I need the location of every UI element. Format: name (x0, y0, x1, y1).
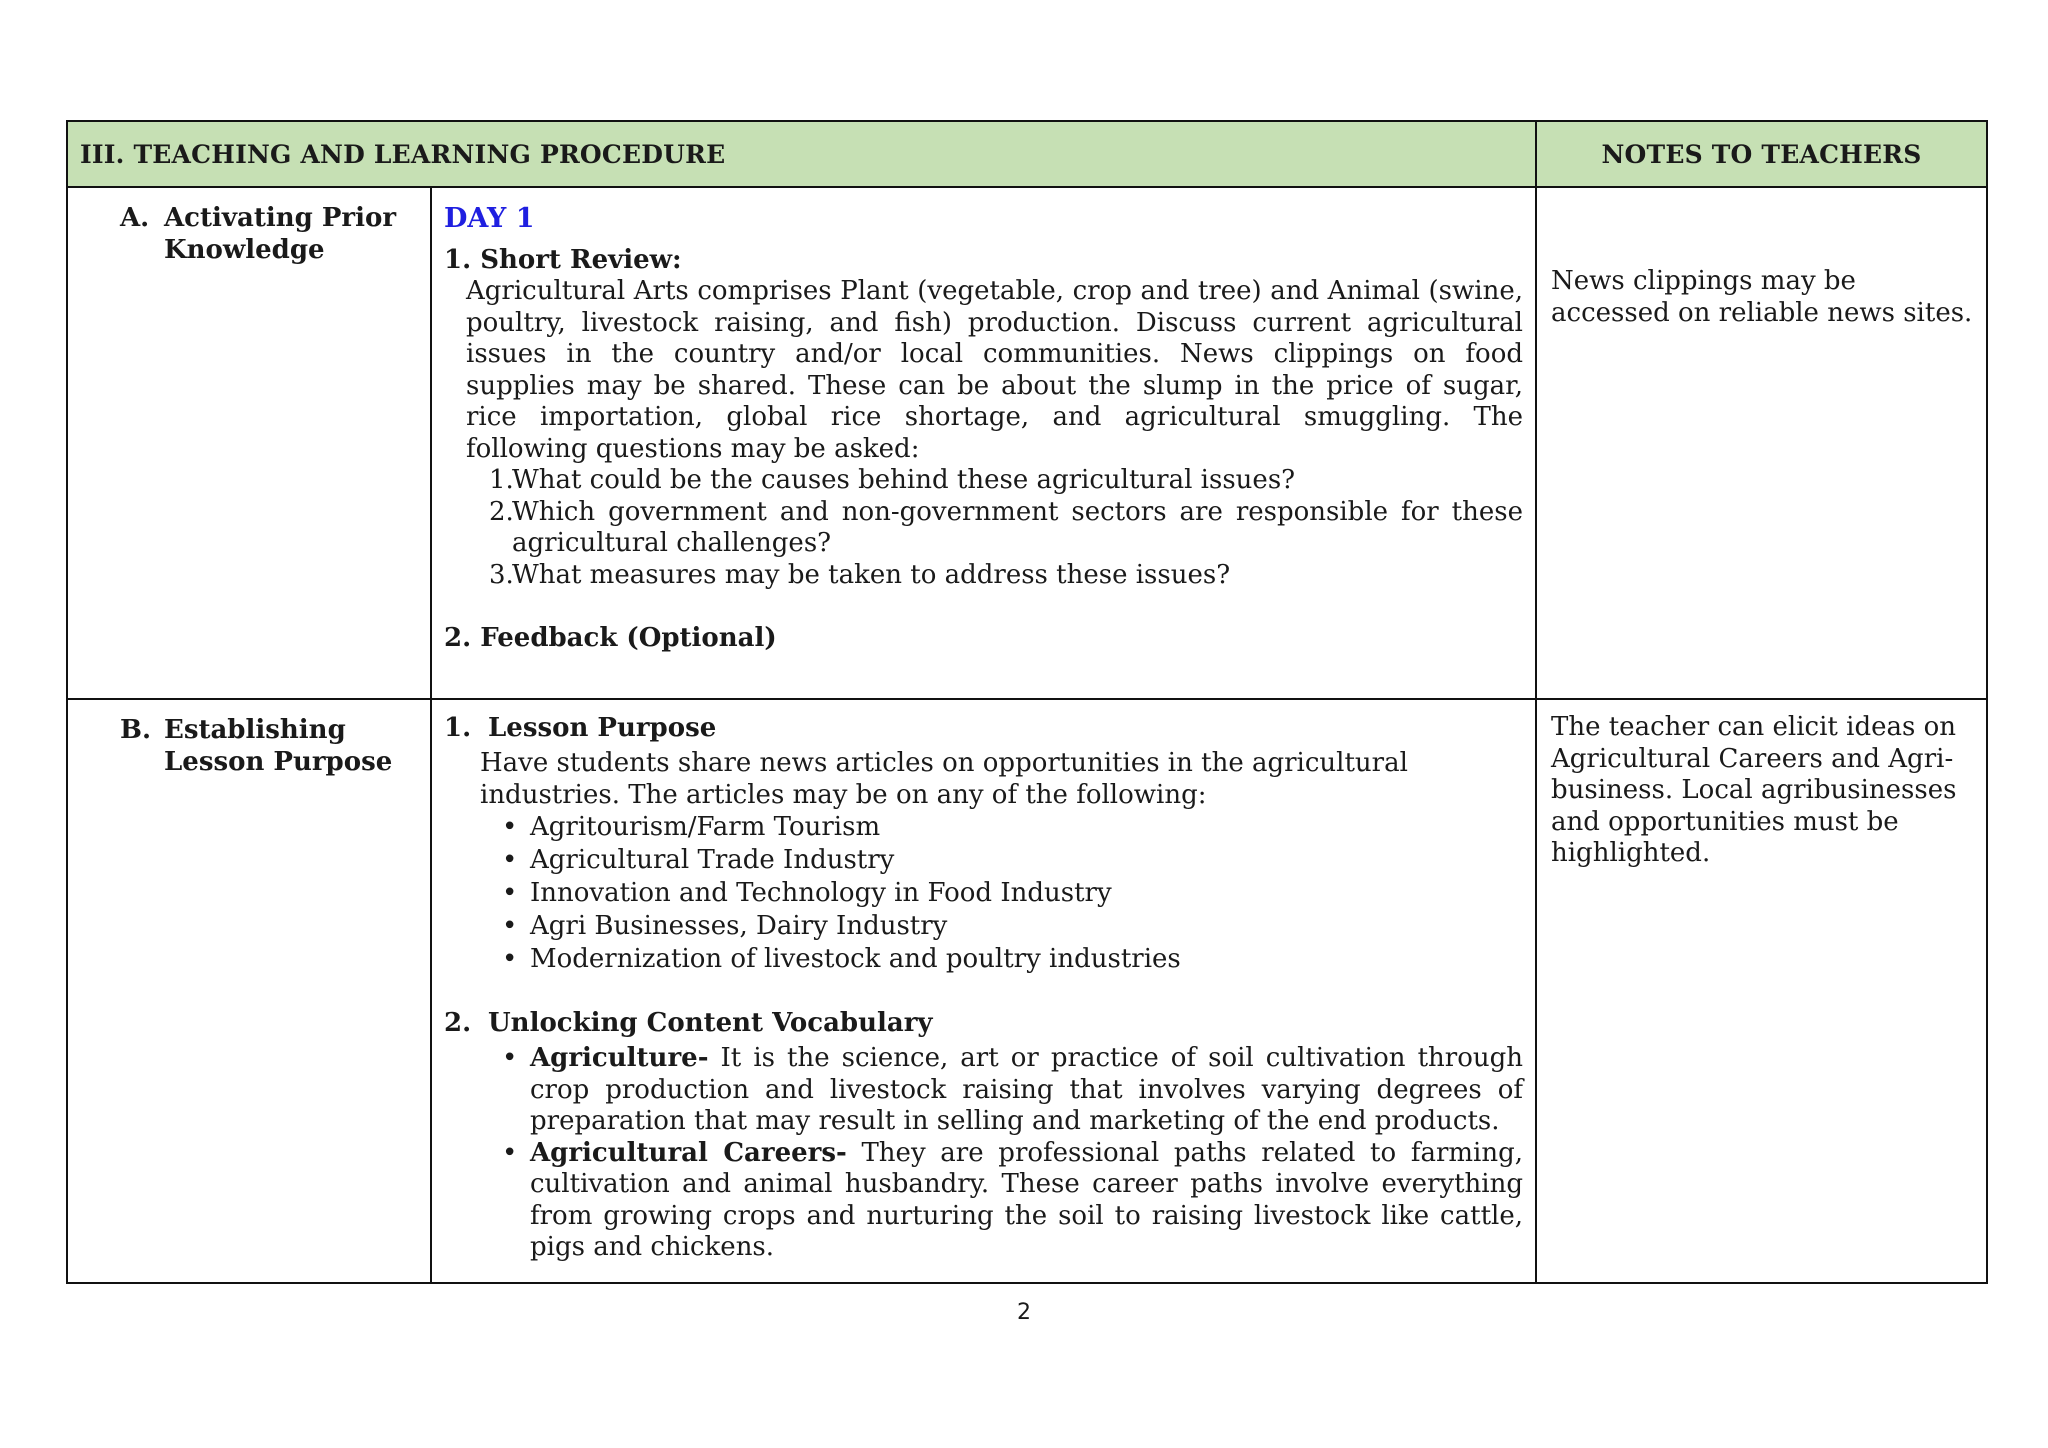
section-a-label (67, 187, 431, 699)
lesson-purpose-heading (444, 712, 1523, 744)
section-a-content (431, 187, 1536, 699)
review-questions (444, 465, 1523, 591)
heading-text: Lesson Purpose (488, 713, 717, 743)
section-a-note: News clippings may be accessed on reliable news sites. (1536, 187, 1987, 699)
bullet: • (502, 845, 518, 875)
procedure-header: III. TEACHING AND LEARNING PROCEDURE (67, 121, 1536, 187)
bullet: • (502, 878, 518, 908)
heading-number: 1. (444, 713, 472, 743)
short-review-paragraph: Agricultural Arts comprises Plant (vegetable, crop and tree) and Animal (swine, poultry, livestock raising, and fish) production. Discuss current agricultural issues in the country and/or local communities. News clippings on food supplies may be shared. These can be about the slump in the price of sugar, rice importation, global rice shortage, and agricultural smuggling. The following questions may be asked: (466, 276, 1523, 464)
bullet: • (502, 1137, 518, 1168)
topics-list (444, 811, 1523, 976)
question-text: What could be the causes behind these agricultural issues? (512, 465, 1296, 495)
list-number: 1. (489, 465, 514, 495)
list-item (500, 1138, 1523, 1264)
day-label: DAY 1 (444, 203, 535, 234)
list-item (500, 1043, 1523, 1138)
list-number: 3. (489, 559, 514, 590)
list-item (466, 497, 1523, 560)
list-item (466, 465, 1523, 497)
section-letter: A. (120, 203, 150, 233)
teaching-procedure-table (66, 120, 1988, 1284)
bullet: • (502, 944, 518, 974)
heading-number: 2. (444, 1008, 472, 1038)
topic-text: Innovation and Technology in Food Industry (530, 878, 1112, 908)
list-item (500, 943, 1523, 976)
short-review-heading: 1. Short Review: (444, 245, 682, 275)
section-b-label (67, 699, 431, 1283)
list-item (500, 844, 1523, 877)
lesson-purpose-paragraph: Have students share news articles on opportunities in the agricultural industries. The articles may be on any of the following: (480, 748, 1408, 810)
bullet: • (502, 812, 518, 842)
question-text: Which government and non-government sectors are responsible for these agricultural challenges? (512, 496, 1523, 558)
vocabulary-list (444, 1043, 1523, 1264)
section-title: Establishing (164, 715, 346, 745)
vocab-definition: It is the science, art or practice of soil cultivation through crop production and livestock raising that involves varying degrees of preparation that may result in selling and marketing of the end products. (530, 1043, 1523, 1136)
vocab-term: Agriculture- (530, 1043, 709, 1073)
section-letter: B. (120, 715, 152, 745)
table-header-row (67, 121, 1987, 187)
section-b-content (431, 699, 1536, 1283)
topic-text: Agri Businesses, Dairy Industry (530, 911, 948, 941)
section-title: Activating Prior (164, 203, 397, 233)
topic-text: Agricultural Trade Industry (530, 845, 895, 875)
list-number: 2. (489, 496, 514, 527)
bullet: • (502, 1043, 518, 1073)
page-number: 2 (1017, 1300, 1031, 1325)
heading-text: Unlocking Content Vocabulary (488, 1008, 933, 1038)
notes-header: NOTES TO TEACHERS (1536, 121, 1987, 187)
vocabulary-heading (444, 1007, 1523, 1039)
vocab-term: Agricultural Careers- (530, 1137, 847, 1168)
feedback-heading: 2. Feedback (Optional) (444, 623, 777, 653)
topic-text: Agritourism/Farm Tourism (530, 812, 881, 842)
vocab-definition: They are professional paths related to farming, cultivation and animal husbandry. These career paths involve everything from growing crops and nurturing the soil to raising livestock like cattle, pigs and chickens. (530, 1137, 1524, 1262)
question-text: What measures may be taken to address these issues? (512, 559, 1231, 590)
section-title-cont: Knowledge (164, 235, 325, 265)
bullet: • (502, 911, 518, 941)
table-row (67, 699, 1987, 1283)
topic-text: Modernization of livestock and poultry industries (530, 944, 1181, 974)
list-item (466, 560, 1523, 592)
section-title-cont: Lesson Purpose (164, 747, 393, 777)
section-b-note: The teacher can elicit ideas on Agricultural Careers and Agri-business. Local agribusinesses and opportunities must be highlighted. (1536, 699, 1987, 1283)
list-item (500, 877, 1523, 910)
table-row (67, 187, 1987, 699)
list-item (500, 910, 1523, 943)
list-item (500, 811, 1523, 844)
